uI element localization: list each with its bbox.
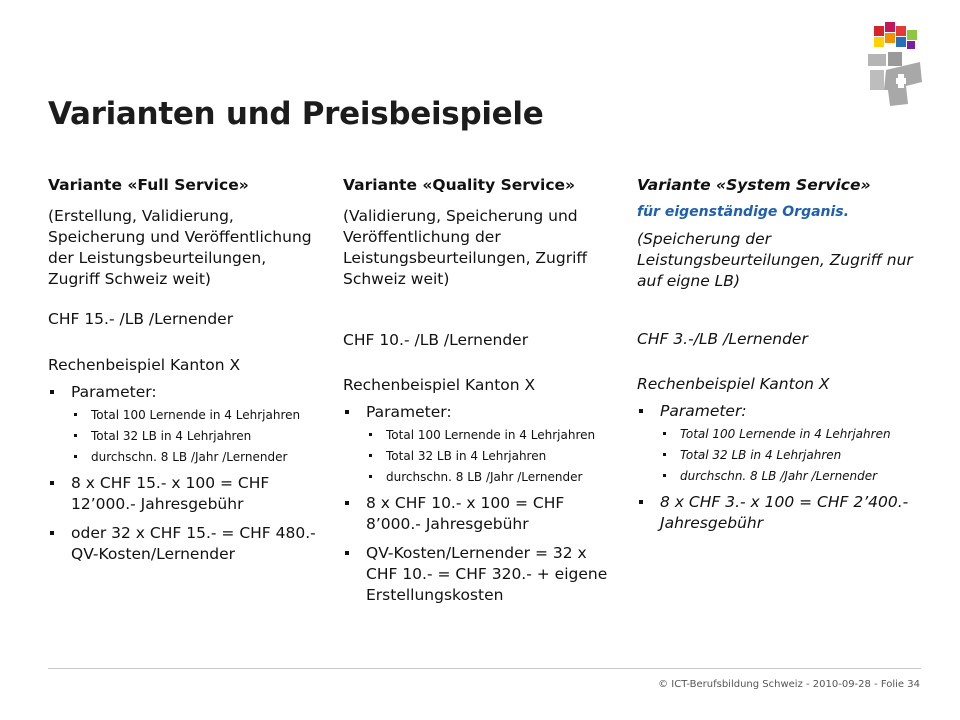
variant-description: (Validierung, Speicherung und Veröffentlichung der Leistungsbeurteilungen, Zugriff Schweiz weit) <box>343 207 588 288</box>
parameter-label: Parameter: <box>660 402 747 420</box>
list-item <box>48 382 318 465</box>
parameter-list <box>71 407 318 465</box>
parameter-item: Total 100 Lernende in 4 Lehrjahren <box>366 427 613 443</box>
list-item: QV-Kosten/Lernender = 32 x CHF 10.- = CHF 320.- + eigene Erstellungskosten <box>343 543 613 606</box>
parameter-item: Total 100 Lernende in 4 Lehrjahren <box>71 407 318 423</box>
example-title: Rechenbeispiel Kanton X <box>343 376 536 394</box>
parameter-list <box>660 426 917 484</box>
variant-price: CHF 10.- /LB /Lernender <box>343 331 529 349</box>
parameter-label: Parameter: <box>366 403 452 421</box>
example-title: Rechenbeispiel Kanton X <box>637 375 830 393</box>
example-list <box>343 402 613 606</box>
parameter-item: Total 32 LB in 4 Lehrjahren <box>71 428 318 444</box>
variant-system-service <box>637 175 917 542</box>
variant-price: CHF 3.-/LB /Lernender <box>637 330 808 348</box>
parameter-item: durchschn. 8 LB /Jahr /Lernender <box>660 468 917 484</box>
variant-heading: Variante «Quality Service» <box>343 176 576 194</box>
list-item <box>637 401 917 484</box>
variant-heading: Variante «System Service» <box>637 176 871 194</box>
list-item: 8 x CHF 10.- x 100 = CHF 8’000.- Jahresgebühr <box>343 493 613 535</box>
parameter-item: Total 32 LB in 4 Lehrjahren <box>366 448 613 464</box>
variant-price: CHF 15.- /LB /Lernender <box>48 310 234 328</box>
parameter-item: Total 100 Lernende in 4 Lehrjahren <box>660 426 917 442</box>
ict-logo <box>860 20 930 110</box>
example-list <box>48 382 318 565</box>
variant-description: (Erstellung, Validierung, Speicherung und Veröffentlichung der Leistungsbeurteilungen, Zugriff Schweiz weit) <box>48 207 312 288</box>
example-list <box>637 401 917 534</box>
variant-full-service <box>48 175 318 573</box>
variant-quality-service <box>343 175 613 614</box>
footer-text: © ICT-Berufsbildung Schweiz - 2010-09-28 - Folie 34 <box>658 679 920 690</box>
parameter-item: durchschn. 8 LB /Jahr /Lernender <box>71 449 318 465</box>
list-item: oder 32 x CHF 15.- = CHF 480.- QV-Kosten/Lernender <box>48 523 318 565</box>
footer-divider <box>48 668 921 669</box>
list-item: 8 x CHF 3.- x 100 = CHF 2’400.- Jahresgebühr <box>637 492 917 534</box>
parameter-item: durchschn. 8 LB /Jahr /Lernender <box>366 469 613 485</box>
example-title: Rechenbeispiel Kanton X <box>48 356 241 374</box>
variant-subheading: für eigenständige Organis. <box>637 204 849 220</box>
parameter-label: Parameter: <box>71 383 157 401</box>
list-item: 8 x CHF 15.- x 100 = CHF 12’000.- Jahresgebühr <box>48 473 318 515</box>
page-title: Varianten und Preisbeispiele <box>48 96 544 132</box>
variant-description: (Speicherung der Leistungsbeurteilungen, Zugriff nur auf eigne LB) <box>637 230 913 290</box>
variant-heading: Variante «Full Service» <box>48 176 249 194</box>
parameter-item: Total 32 LB in 4 Lehrjahren <box>660 447 917 463</box>
parameter-list <box>366 427 613 485</box>
list-item <box>343 402 613 485</box>
